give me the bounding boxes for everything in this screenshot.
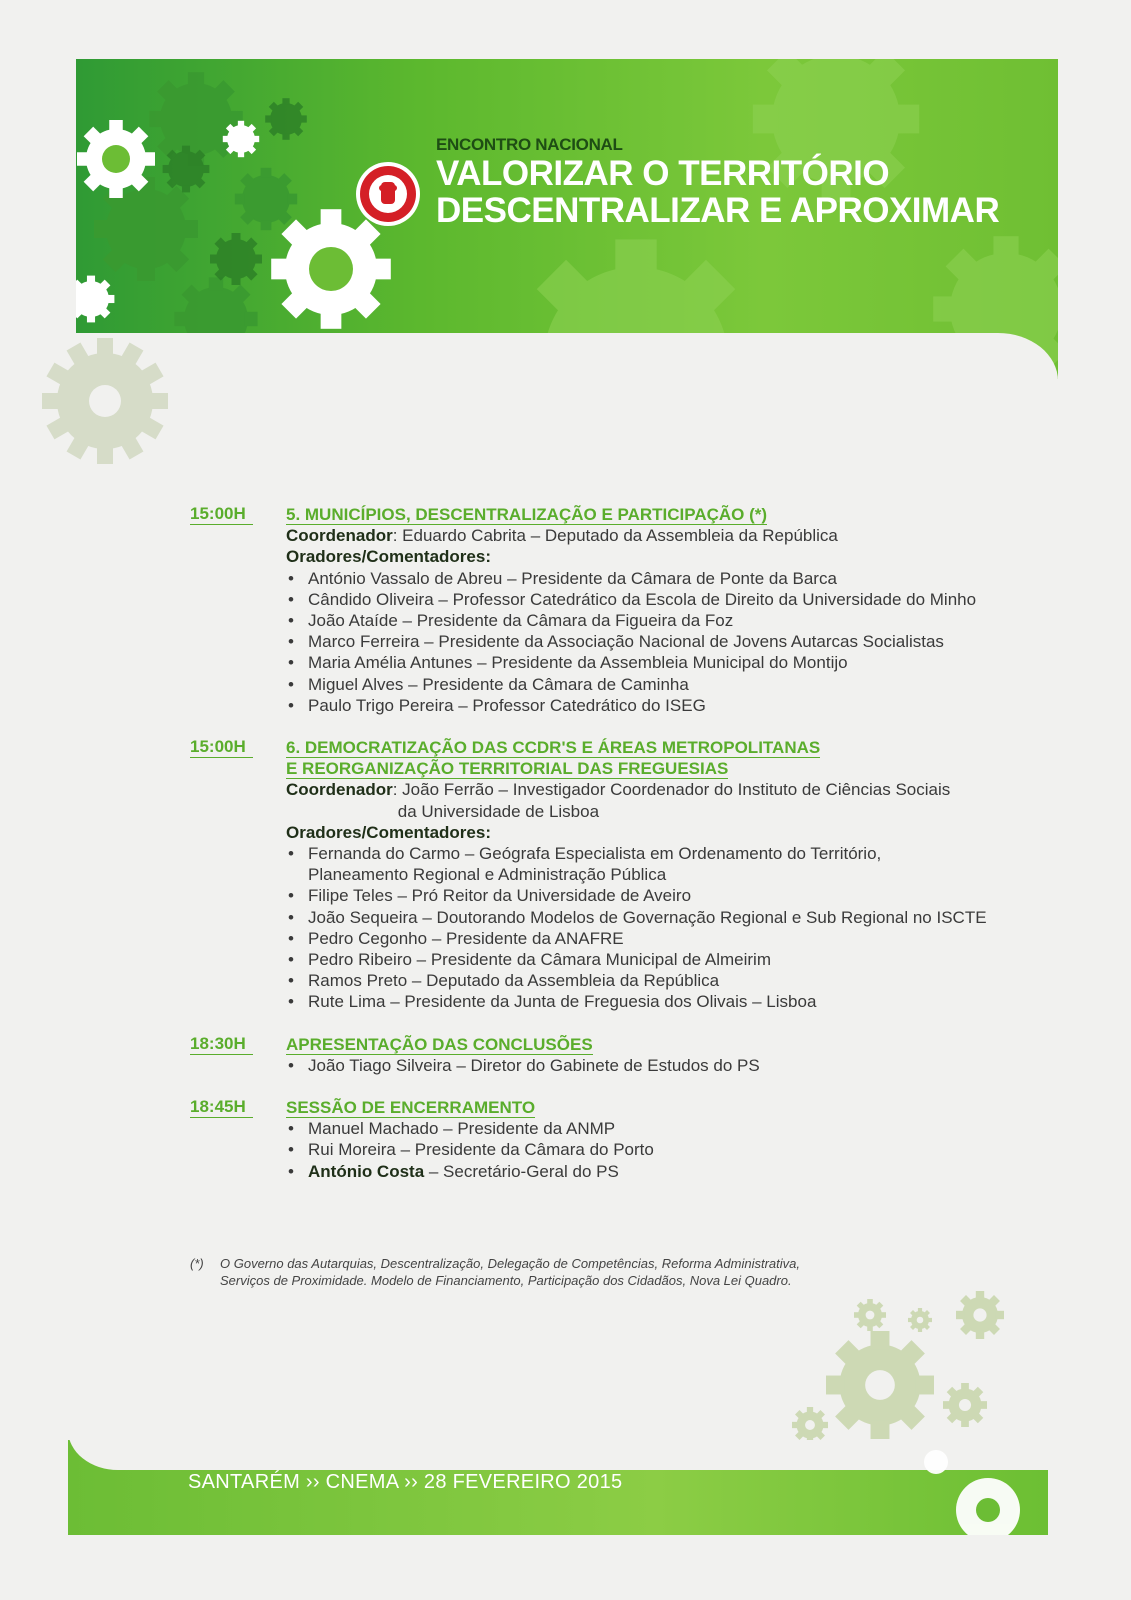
list-item: • Maria Amélia Antunes – Presidente da Assembleia Municipal do Montijo xyxy=(286,652,1070,673)
session-conclusions xyxy=(190,1034,1070,1076)
session-5 xyxy=(190,504,1070,716)
list-item: • Marco Ferreira – Presidente da Associação Nacional de Jovens Autarcas Socialistas xyxy=(286,631,1070,652)
coordinator-text-line1: : João Ferrão – Investigador Coordenador do Instituto de Ciências Sociais xyxy=(392,780,951,800)
session-title: APRESENTAÇÃO DAS CONCLUSÕES xyxy=(286,1034,593,1054)
coordinator-text: : Eduardo Cabrita – Deputado da Assembleia da República xyxy=(392,526,838,546)
speakers-label: Oradores/Comentadores: xyxy=(286,547,491,567)
speaker-role: – Secretário-Geral do PS xyxy=(424,1161,619,1181)
list-item: • Pedro Cegonho – Presidente da ANAFRE xyxy=(286,928,1070,949)
list-item: • Rui Moreira – Presidente da Câmara do Porto xyxy=(286,1139,1070,1160)
coordinator-label: Coordenador xyxy=(286,780,393,800)
footer-location-date: SANTARÉM ›› CNEMA ›› 28 FEVEREIRO 2015 xyxy=(188,1471,623,1493)
event-title-line2: DESCENTRALIZAR E APROXIMAR xyxy=(436,191,1000,230)
footer-banner xyxy=(68,1440,1048,1535)
list-item xyxy=(286,1161,1070,1182)
session-6 xyxy=(190,737,1070,1013)
party-logo xyxy=(355,161,421,227)
list-item-line1: • Fernanda do Carmo – Geógrafa Especialista em Ordenamento do Território, xyxy=(308,844,882,864)
list-item: • Rute Lima – Presidente da Junta de Freguesia dos Olivais – Lisboa xyxy=(286,991,1070,1012)
list-item xyxy=(286,843,1070,885)
session-time: 18:30H xyxy=(190,1034,253,1055)
session-title-line1: 6. DEMOCRATIZAÇÃO DAS CCDR'S E ÁREAS METROPOLITANAS xyxy=(286,738,821,758)
speakers-list xyxy=(286,568,1070,716)
coordinator-text-line2: da Universidade de Lisboa xyxy=(397,801,600,821)
session-title: 5. MUNICÍPIOS, DESCENTRALIZAÇÃO E PARTICIPAÇÃO (*) xyxy=(286,505,768,524)
programme xyxy=(190,504,1070,1203)
list-item: • Paulo Trigo Pereira – Professor Catedrático do ISEG xyxy=(286,695,1070,716)
event-title-line1: VALORIZAR O TERRITÓRIO xyxy=(436,154,890,193)
list-item: • Filipe Teles – Pró Reitor da Universidade de Aveiro xyxy=(286,885,1070,906)
header-titles xyxy=(436,135,999,229)
footnote-line1: O Governo das Autarquias, Descentralização, Delegação de Competências, Reforma Administrativa, xyxy=(220,1256,800,1271)
coordinator-label: Coordenador xyxy=(286,526,393,546)
list-item: • João Tiago Silveira – Diretor do Gabinete de Estudos do PS xyxy=(286,1055,1070,1076)
session-time: 18:45H xyxy=(190,1097,253,1118)
footnote-line2: Serviços de Proximidade. Modelo de Financiamento, Participação dos Cidadãos, Nova Lei Quadro. xyxy=(220,1273,792,1288)
speakers-list xyxy=(286,843,1070,1013)
session-time: 15:00H xyxy=(190,737,253,758)
list-item: • Manuel Machado – Presidente da ANMP xyxy=(286,1118,1070,1139)
event-kicker: ENCONTRO NACIONAL xyxy=(436,135,623,154)
list-item-line2: Planeamento Regional e Administração Pública xyxy=(308,865,667,885)
speakers-list xyxy=(286,1055,1070,1076)
speaker-name: António Costa xyxy=(308,1161,425,1181)
speakers-list xyxy=(286,1118,1070,1182)
list-item: • Miguel Alves – Presidente da Câmara de Caminha xyxy=(286,674,1070,695)
list-item: • Cândido Oliveira – Professor Catedrático da Escola de Direito da Universidade do Minho xyxy=(286,589,1070,610)
footnote-mark: (*) xyxy=(190,1256,204,1271)
coordinator xyxy=(286,525,1070,546)
session-title-line2: E REORGANIZAÇÃO TERRITORIAL DAS FREGUESIAS xyxy=(286,759,729,779)
session-closing xyxy=(190,1097,1070,1182)
list-item: • Ramos Preto – Deputado da Assembleia da República xyxy=(286,970,1070,991)
banner-curve xyxy=(76,333,1058,379)
list-item: • António Vassalo de Abreu – Presidente da Câmara de Ponte da Barca xyxy=(286,568,1070,589)
session-time: 15:00H xyxy=(190,504,253,525)
footnote xyxy=(190,1255,920,1289)
speakers-label: Oradores/Comentadores: xyxy=(286,822,491,842)
pale-gear-icon xyxy=(40,336,170,466)
coordinator xyxy=(286,779,1070,821)
list-item: • Pedro Ribeiro – Presidente da Câmara Municipal de Almeirim xyxy=(286,949,1070,970)
list-item: • João Sequeira – Doutorando Modelos de Governação Regional e Sub Regional no ISCTE xyxy=(286,907,1070,928)
list-item: • João Ataíde – Presidente da Câmara da Figueira da Foz xyxy=(286,610,1070,631)
session-title: SESSÃO DE ENCERRAMENTO xyxy=(286,1098,536,1118)
